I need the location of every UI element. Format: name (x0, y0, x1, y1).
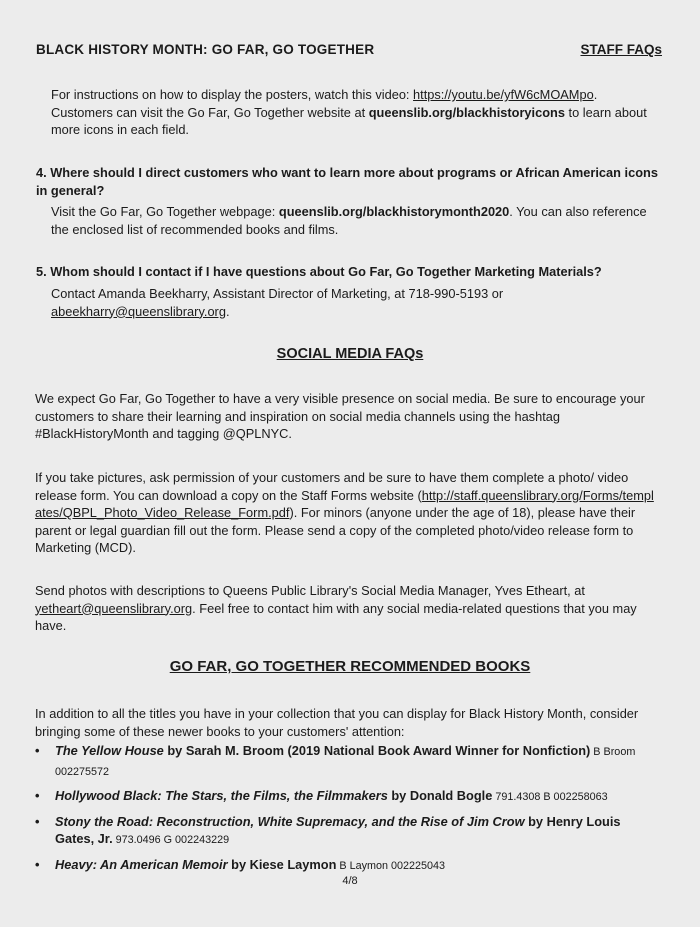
social-paragraph-1: We expect Go Far, Go Together to have a very visible presence on social media. Be sure to encourage your customers to share their learning and inspiration on social media channels using the hashtag #BlackHistoryMonth and tagging @QPLNYC. (35, 391, 645, 441)
section-label: STAFF FAQs (580, 42, 662, 57)
faq-question-4: 4. Where should I direct customers who want to learn more about programs or African American icons in general? (36, 165, 658, 198)
video-link[interactable]: https://youtu.be/yfW6cMOAMpo (413, 87, 594, 102)
books-intro: In addition to all the titles you have in your collection that you can display for Black History Month, consider bringing some of these newer books to your customers' attention: (35, 706, 639, 739)
book-item (35, 742, 660, 781)
book-title: The Yellow House (55, 743, 164, 758)
book-call-number: B Broom 002275572 (55, 746, 636, 778)
icons-url: queenslib.org/blackhistoryicons (368, 104, 565, 120)
intro-text-2: Customers can visit the Go Far, Go Together website at (51, 104, 369, 120)
book-call-number: 791.4308 B 002258063 (492, 791, 608, 803)
book-author: by Sarah M. Broom (2019 National Book Award Winner for Nonfiction) (163, 743, 591, 758)
release-form-link[interactable]: http://staff.queenslibrary.org/Forms/templates/QBPL_Photo_Video_Release_Form.pdf (35, 487, 654, 520)
book-item (35, 813, 660, 850)
webpage-url: queenslib.org/blackhistorymonth2020 (278, 204, 510, 219)
book-title: Stony the Road: Reconstruction, White Supremacy, and the Rise of Jim Crow (55, 813, 525, 829)
book-author: by Donald Bogle (387, 788, 493, 803)
books-heading: GO FAR, GO TOGETHER RECOMMENDED BOOKS (169, 658, 531, 675)
faq-question-5: 5. Whom should I contact if I have questions about Go Far, Go Together Marketing Materials? (36, 264, 602, 279)
document-title: BLACK HISTORY MONTH: GO FAR, GO TOGETHER (36, 42, 375, 57)
book-call-number: B Laymon 002225043 (336, 859, 446, 872)
book-list (35, 742, 660, 881)
book-item (35, 856, 660, 876)
book-author: by Henry Louis Gates, Jr. (55, 813, 621, 846)
book-title: Hollywood Black: The Stars, the Films, the Filmmakers (55, 788, 388, 803)
amanda-email-link[interactable]: abeekharry@queenslibrary.org (51, 303, 226, 319)
book-author: by Kiese Laymon (227, 856, 337, 872)
faq-answer-5: Contact Amanda Beekharry, Assistant Director of Marketing, at 718-990-5193 or abeekharry@queenslibrary.org. (51, 286, 504, 319)
yves-email-link[interactable]: yetheart@queenslibrary.org (35, 600, 193, 616)
page-number: 4/8 (342, 875, 358, 887)
social-media-heading: SOCIAL MEDIA FAQs (276, 346, 424, 362)
intro-text: For instructions on how to display the posters, watch this video: (51, 87, 414, 102)
book-title: Heavy: An American Memoir (55, 856, 228, 872)
social-paragraph-3: Send photos with descriptions to Queens Public Library's Social Media Manager, Yves Etheart, at yetheart@queenslibrary.org. Feel free to contact him with any social media-related questions that you may have. (35, 583, 637, 633)
book-item (35, 787, 660, 807)
book-call-number: 973.0496 G 002243229 (112, 834, 230, 846)
intro-paragraph: For instructions on how to display the posters, watch this video: https://youtu.be/yfW6cMOAMpo. Customers can visit the Go Far, Go Together website at queenslib.org/blackhistoryicons to learn about more icons in each field. (51, 87, 647, 137)
social-paragraph-2: If you take pictures, ask permission of your customers and be sure to have them complete a photo/ video release form. You can download a copy on the Staff Forms website (http://staff.queenslibrary.org/Forms/templates/QBPL_Photo_Video_Release_Form.pdf). For minors (anyone under the age of 18), please have their parent or legal guardian fill out the form. Please send a copy of the completed photo/video release form to Marketing (MCD). (35, 470, 654, 555)
faq-answer-4: Visit the Go Far, Go Together webpage: queenslib.org/blackhistorymonth2020. You can also reference the enclosed list of recommended books and films. (51, 204, 647, 237)
